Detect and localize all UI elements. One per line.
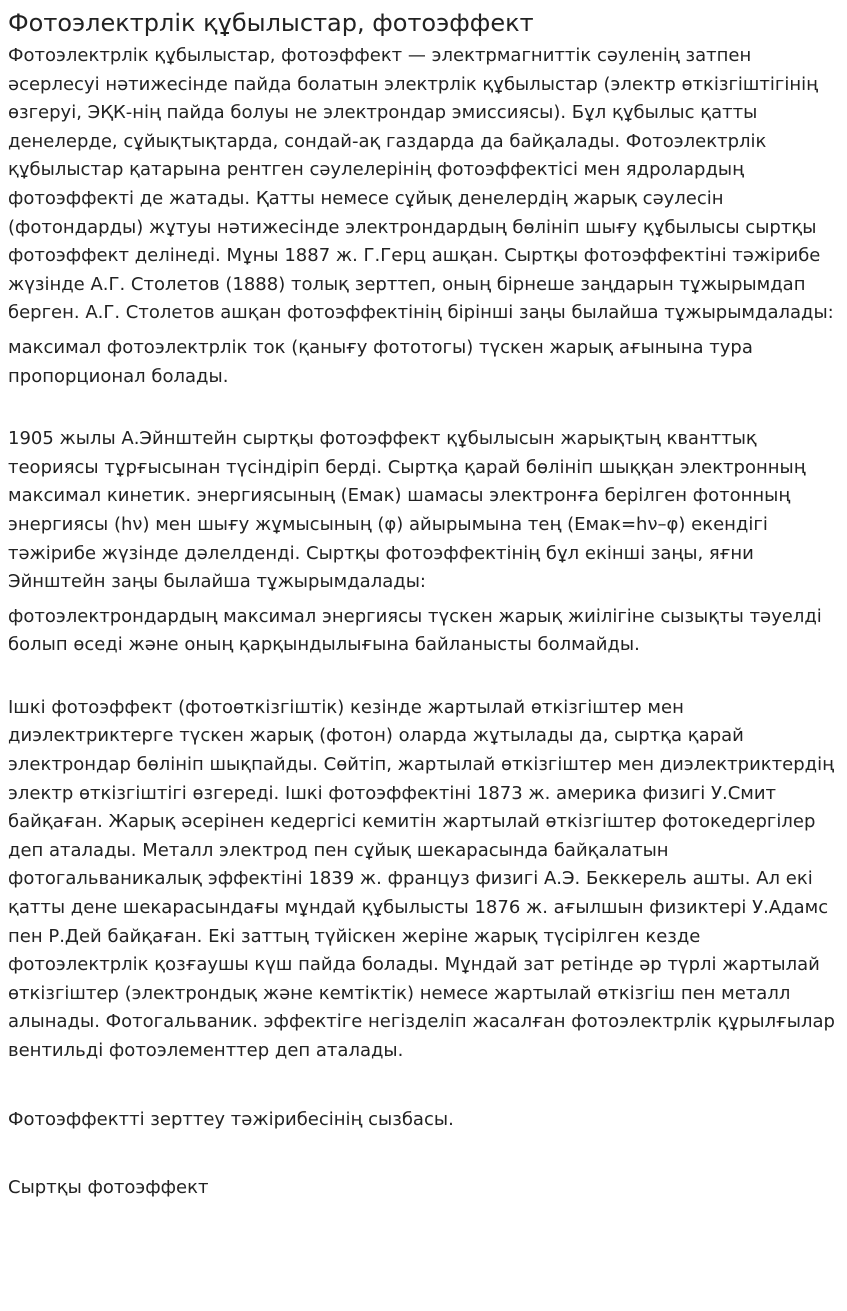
experiment-diagram-caption: Фотоэффектті зерттеу тәжірибесінің сызбасы. [8,1108,454,1130]
einstein-paragraph: 1905 жылы А.Эйнштейн сыртқы фотоэффект құбылысын жарықтың кванттық теориясы тұрғысынан түсіндіріп берді. Сыртқа қарай бөлініп шыққан электронның максимал кинетик. энергиясының (Емак) шамасы электронға берілген фотонның энергиясы (hν) мен шығу жұмысының (φ) айырымына тең (Емак=hν–φ) екендігі тәжірибе жүзінде дәлелденді. Сыртқы фотоэффектінің бұл екінші заңы, яғни Эйнштейн заңы былайша тұжырымдалады: [8,428,806,593]
intro-paragraph: Фотоэлектрлік құбылыстар, фотоэффект — электрмагниттік сәуленің затпен әсерлесуі нәтижесінде пайда болатын электрлік құбылыстар (электр өткізгіштігінің өзгеруі, ЭҚК-нің пайда болуы не электрондар эмиссиясы). Бұл құбылыс қатты денелерде, сұйықтықтарда, сондай-ақ газдарда да байқалады. Фотоэлектрлік құбылыстар қатарына рентген сәулелерінің фотоэффектісі мен ядролардың фотоэффекті де жатады. Қатты немесе сұйық денелердің жарық сәулесін (фотондарды) жұтуы нәтижесінде электрондардың бөлініп шығу құбылысы сыртқы фотоэффект делінеді. Мұны 1887 ж. Г.Герц ашқан. Сыртқы фотоэффектіні тәжірибе жүзінде А.Г. Столетов (1888) толық зерттеп, оның бірнеше заңдарын тұжырымдап берген. А.Г. Столетов ашқан фотоэффектінің бірінші заңы былайша тұжырымдалады: [8,45,834,324]
external-photoeffect-caption: Сыртқы фотоэффект [8,1177,209,1199]
page-title: Фотоэлектрлік құбылыстар, фотоэффект [8,9,534,37]
spacer [8,1066,839,1106]
spacer [8,660,839,694]
internal-photoeffect-paragraph: Ішкі фотоэффект (фотоөткізгіштік) кезінде жартылай өткізгіштер мен диэлектриктерге түскен жарық (фотон) оларда жұтылады да, сыртқа қарай электрондар бөлініп шықпайды. Сөйтіп, жартылай өткізгіштер мен диэлектриктердің электр өткізгіштігі өзгереді. Ішкі фотоэффектіні 1873 ж. америка физигі У.Смит байқаған. Жарық әсерінен кедергісі кемитін жартылай өткізгіштер фотокедергілер деп аталады. Металл электрод пен сұйық шекарасында байқалатын фотогальваникалық эффектіні 1839 ж. француз физигі А.Э. Беккерель ашты. Ал екі қатты дене шекарасындағы мұндай құбылысты 1876 ж. ағылшын физиктері У.Адамс пен Р.Дей байқаған. Екі заттың түйіскен жеріне жарық түсірілген кезде фотоэлектрлік қозғаушы күш пайда болады. Мұндай зат ретінде әр түрлі жартылай өткізгіштер (электрондық және кемтіктік) немесе жартылай өткізгіш пен металл алынады. Фотогальваник. эффектіге негізделіп жасалған фотоэлектрлік құрылғылар вентильді фотоэлементтер деп аталады. [8,696,835,1061]
spacer [8,1134,839,1174]
spacer [8,391,839,425]
first-law-statement: максимал фотоэлектрлік ток (қанығу фототогы) түскен жарық ағынына тура пропорционал болады. [8,336,753,387]
second-law-statement: фотоэлектрондардың максимал энергиясы түскен жарық жиілігіне сызықты тәуелді болып өседі және оның қарқындылығына байланысты болмайды. [8,605,822,656]
